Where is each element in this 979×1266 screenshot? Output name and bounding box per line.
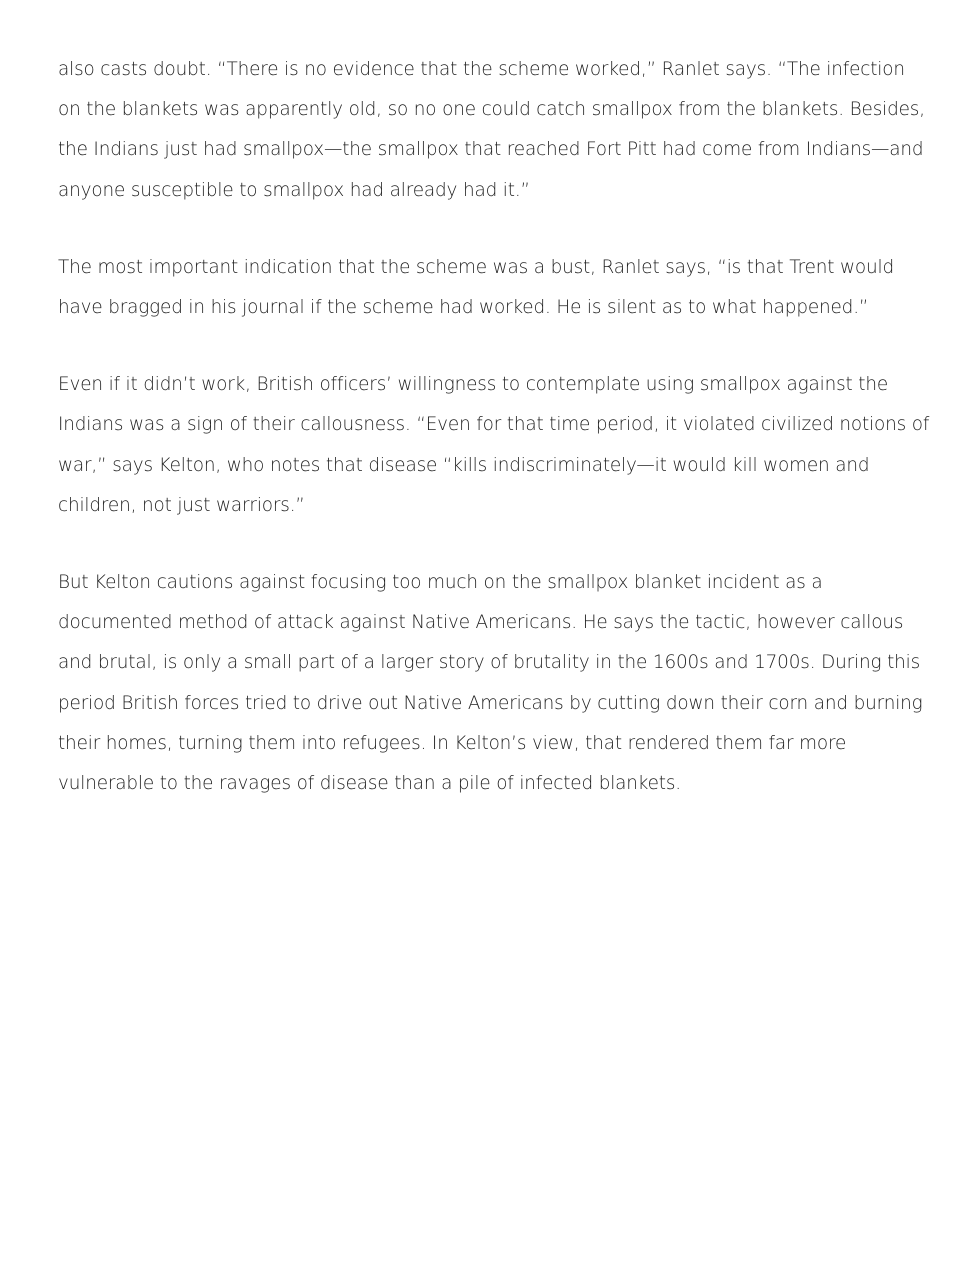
paragraph-4: But Kelton cautions against focusing too much on the smallpox blanket incident as a documented method of attack against Native Americans. He says the tactic, however callous and brutal, is only a small part of a larger story of brutality in the 1600s and 1700s. During this period British forces tried to drive out Native Americans by cutting down their corn and burning their homes, turning them into refugees. In Kelton’s view, that rendered them far more vulnerable to the ravages of disease than a pile of infected blankets. [58, 572, 923, 795]
paragraph-3: Even if it didn’t work, British officers’ willingness to contemplate using smallpox against the Indians was a sign of their callousness. “Even for that time period, it violated civilized notions of war,” says Kelton, who notes that disease “kills indiscriminately—it would kill women and children, not just warriors.” [58, 374, 930, 516]
paragraph-1: also casts doubt. “There is no evidence that the scheme worked,” Ranlet says. “The infection on the blankets was apparently old, so no one could catch smallpox from the blankets. Besides, the Indians just had smallpox—the smallpox that reached Fort Pitt had come from Indians—and anyone susceptible to smallpox had already had it.” [58, 59, 925, 201]
article-body [58, 50, 930, 841]
paragraph-2: The most important indication that the scheme was a bust, Ranlet says, “is that Trent would have bragged in his journal if the scheme had worked. He is silent as to what happened.” [58, 256, 895, 319]
